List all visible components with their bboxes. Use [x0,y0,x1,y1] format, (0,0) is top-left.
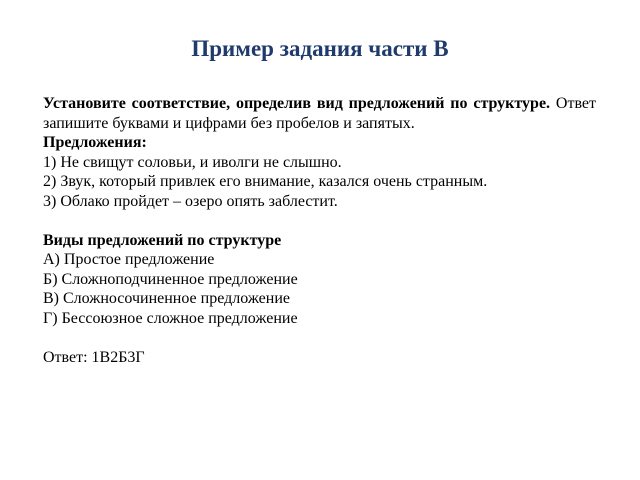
spacer [43,211,596,231]
type-item-b: Б) Сложноподчиненное предложение [43,270,298,288]
types-heading: Виды предложений по структуре [43,231,282,249]
slide-title: Пример задания части В [191,36,449,61]
task-instruction-rest: Ответ запишите буквами и цифрами без пробелов и запятых. [43,95,597,132]
type-item-v: В) Сложносочиненное предложение [43,290,291,307]
sentence-item-3: 3) Облако пройдет – озеро опять заблестит. [43,192,338,210]
type-item-g: Г) Бессоюзное сложное предложение [43,309,298,327]
sentences-heading: Предложения: [43,134,147,151]
task-instruction-bold: Установите соответствие, определив вид предложений по структуре. [43,95,551,112]
sentence-item-1: 1) Не свищут соловьи, и иволги не слышно. [43,153,342,171]
sentence-item-2: 2) Звук, который привлек его внимание, казался очень странным. [43,173,488,190]
answer-text: Ответ: 1В2Б3Г [43,348,145,366]
task-instruction [43,94,596,133]
type-item-a: А) Простое предложение [43,251,215,268]
spacer [43,328,596,348]
slide-content [43,94,596,367]
